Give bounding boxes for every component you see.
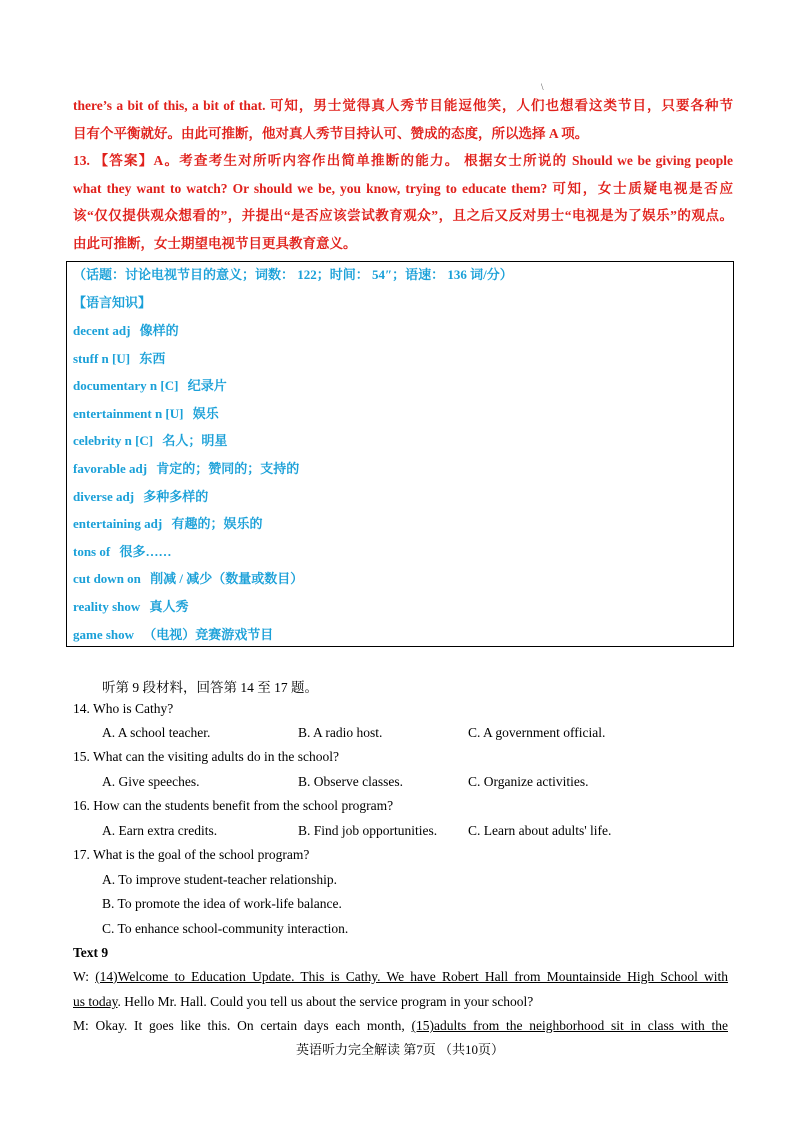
vocab-term: decent adj xyxy=(73,323,131,338)
answer-14-evidence-end: us today xyxy=(73,994,118,1009)
vocab-item xyxy=(73,348,165,367)
option-15-b: B. Observe classes. xyxy=(298,774,403,789)
transcript-w-line-2 xyxy=(73,994,533,1010)
vocab-term: tons of xyxy=(73,543,111,559)
vocab-meaning: 很多…… xyxy=(119,543,172,559)
vocab-item xyxy=(73,403,219,422)
vocab-item xyxy=(73,430,227,449)
vocab-meaning: 名人；明星 xyxy=(162,433,228,449)
vocab-meaning: 肯定的；赞同的；支持的 xyxy=(156,461,300,476)
question-14: 14. Who is Cathy? xyxy=(73,701,174,716)
option-16-c: C. Learn about adults' life. xyxy=(468,823,612,838)
vocab-term: diverse adj xyxy=(73,488,135,504)
vocab-meaning: 东西 xyxy=(139,350,166,366)
vocab-term: cut down on xyxy=(73,571,141,587)
option-16-a: A. Earn extra credits. xyxy=(102,823,218,838)
vocab-item xyxy=(73,320,179,339)
answer-13 xyxy=(73,147,733,257)
answer-13-line-1: 13. 【答案】A。考查考生对所听内容作出简单推断的能力。 根据女士所说的 Should we be giving people xyxy=(73,153,733,168)
vocab-item xyxy=(73,375,227,394)
vocab-meaning: 多种多样的 xyxy=(143,488,209,504)
option-15-c: C. Organize activities. xyxy=(468,774,589,789)
answer-13-line-4: 由此可推断，女士期望电视节目更具教育意义。 xyxy=(73,235,357,251)
vocab-term: documentary n [C] xyxy=(73,378,179,394)
vocab-item xyxy=(73,458,299,477)
answer-12-line-1: there’s a bit of this, a bit of that. 可知，男士觉得真人秀节目能逗他笑，人们也想看这类节目，只要各种节 xyxy=(73,98,733,113)
vocab-item xyxy=(73,568,303,587)
language-heading: 【语言知识】 xyxy=(73,295,152,310)
option-14-b: B. A radio host. xyxy=(298,725,383,740)
vocab-meaning: 纪录片 xyxy=(187,378,227,394)
vocab-term: favorable adj xyxy=(73,461,148,476)
vocab-term: celebrity n [C] xyxy=(73,433,154,449)
option-14-a: A. A school teacher. xyxy=(102,725,211,740)
question-16: 16. How can the students benefit from the school program? xyxy=(73,798,394,813)
transcript-w-line-1 xyxy=(73,969,728,985)
answer-15-evidence: (15)adults from the neighborhood sit in class with the xyxy=(411,1018,728,1033)
transcript-m-text: M: Okay. It goes like this. On certain days each month, xyxy=(73,1018,412,1033)
vocab-term: stuff n [U] xyxy=(73,350,131,366)
vocab-meaning: 削减 / 减少（数量或数目） xyxy=(150,571,304,587)
topic-line: （话题：讨论电视节目的意义；词数： 122；时间： 54″；语速： 136 词/分） xyxy=(73,267,513,282)
vocabulary-box xyxy=(66,261,734,647)
option-17-c: C. To enhance school-community interaction. xyxy=(102,921,349,936)
text-heading: Text 9 xyxy=(73,945,109,960)
answer-13-line-3: 该“仅仅提供观众想看的”，并提出“是否应该尝试教育观众”，且之后又反对男士“电视是为了娱乐”的观点。 xyxy=(73,208,733,223)
vocab-meaning: 真人秀 xyxy=(149,599,189,614)
vocab-meaning: （电视）竞赛游戏节目 xyxy=(143,626,274,642)
stray-mark: \ xyxy=(541,82,544,92)
transcript-w-rest: . Hello Mr. Hall. Could you tell us about the service program in your school? xyxy=(117,994,534,1009)
answer-12-line-2: 目有个平衡就好。由此可推断，他对真人秀节目持认可、赞成的态度，所以选择 A 项。 xyxy=(73,125,589,141)
answer-13-line-2: what they want to watch? Or should we be, you know, trying to educate them? 可知，女士质疑电视是否应 xyxy=(73,180,733,196)
vocab-term: entertaining adj xyxy=(73,516,163,532)
option-17-a: A. To improve student-teacher relationship. xyxy=(102,872,337,887)
vocab-term: game show xyxy=(73,626,135,642)
vocab-term: entertainment n [U] xyxy=(73,405,184,421)
option-16-b: B. Find job opportunities. xyxy=(298,823,438,838)
vocab-item xyxy=(73,486,208,505)
question-15: 15. What can the visiting adults do in the school? xyxy=(73,749,339,764)
page-footer: 英语听力完全解读 第7页 （共10页） xyxy=(295,1042,504,1057)
option-17-b: B. To promote the idea of work-life balance. xyxy=(102,896,342,911)
section-instruction: 听第 9 段材料，回答第 14 至 17 题。 xyxy=(102,680,318,695)
option-14-c: C. A government official. xyxy=(468,725,606,740)
answer-12-tail xyxy=(73,92,733,147)
question-17: 17. What is the goal of the school program? xyxy=(73,847,310,862)
vocab-item xyxy=(73,541,171,560)
vocab-meaning: 娱乐 xyxy=(192,405,219,421)
vocab-meaning: 有趣的；娱乐的 xyxy=(171,516,263,532)
vocab-item xyxy=(73,513,262,532)
answer-14-evidence: (14)Welcome to Education Update. This is Cathy. We have Robert Hall from Mountainside High School with xyxy=(95,969,729,984)
option-15-a: A. Give speeches. xyxy=(102,774,200,789)
speaker-w: W: xyxy=(73,969,96,984)
vocab-term: reality show xyxy=(73,599,141,614)
vocab-item xyxy=(73,596,189,615)
vocab-meaning: 像样的 xyxy=(139,323,179,338)
vocab-item xyxy=(73,624,273,643)
transcript-m-line-1 xyxy=(73,1018,728,1034)
